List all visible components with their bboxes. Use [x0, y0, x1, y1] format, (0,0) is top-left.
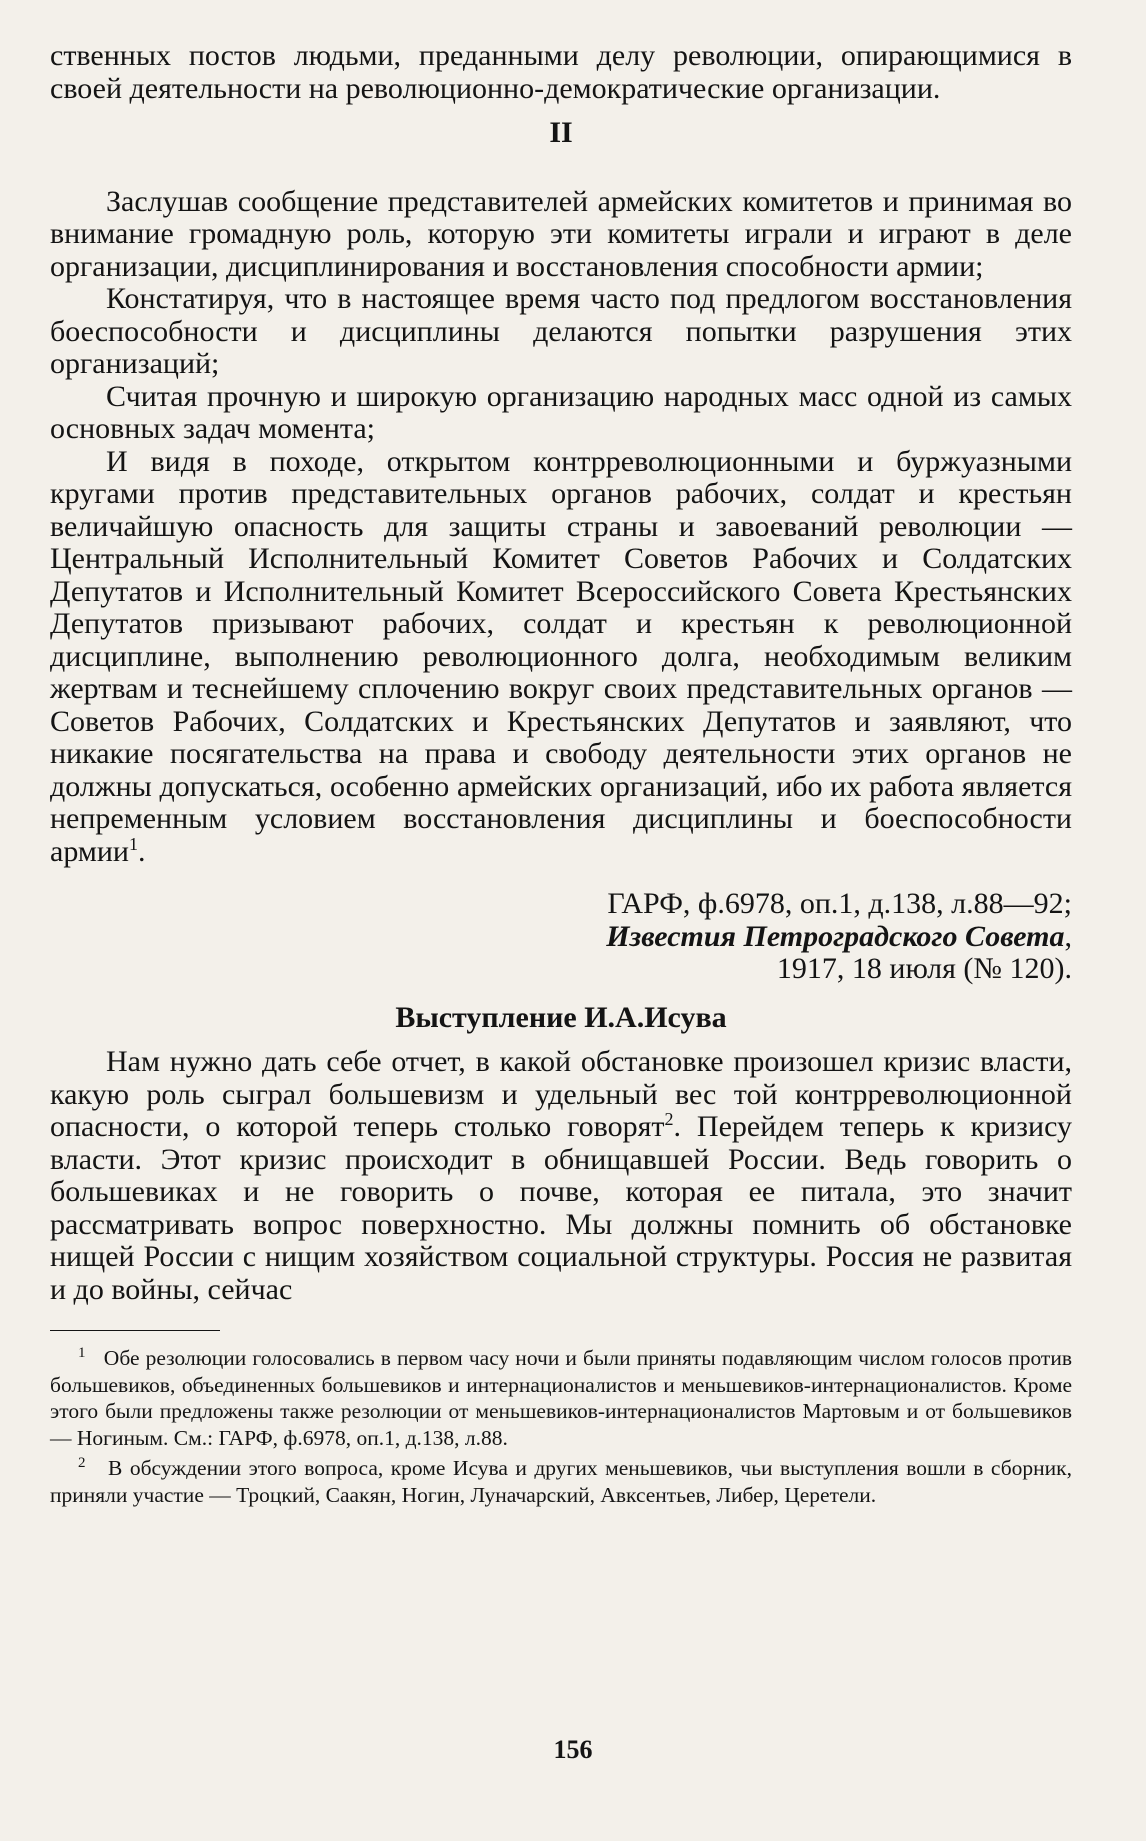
footnote-2-marker: 2: [78, 1454, 86, 1471]
footnote-1-marker: 1: [78, 1344, 86, 1361]
resolution-paragraph-4-text: И видя в походе, открытом контрреволюционными и буржуазными кругами против представительных органов рабочих, солдат и крестьян величайшую опасность для защиты страны и завоеваний революции — Центральный Исполнительный Комитет Советов Рабочих и Солдатских Депутатов и Исполнительный Комитет Всероссийского Совета Крестьянских Депутатов призывают рабочих, солдат и крестьян к революционной дисциплине, выполнению революционного долга, необходимым великим жертвам и теснейшему сплочению вокруг своих представительных органов — Советов Рабочих, Солдатских и Крестьянских Депутатов и заявляют, что никакие посягательства на права и свободу деятельности этих органов не должны допускаться, особенно армейских организаций, ибо их работа является непременным условием восстановления дисциплины и боеспособности армии: [50, 444, 1072, 868]
source-citation: [50, 888, 1072, 986]
footnote-1-text: Обе резолюции голосовались в первом часу ночи и были приняты подавляющим числом голосов против большевиков, объединенных большевиков и интернационалистов и меньшевиков-интернационалистов. Кроме этого были предложены также резолюции от меньшевиков-интернационалистов Мартовым и от большевиков — Ногиным. См.: ГАРФ, ф.6978, оп.1, д.138, л.88.: [50, 1346, 1072, 1450]
citation-newspaper-suffix: ,: [1064, 919, 1072, 953]
resolution-paragraph-3: Считая прочную и широкую организацию народных масс одной из самых основных задач момента;: [50, 379, 1072, 445]
speech-text-part1: Нам нужно дать себе отчет, в какой обстановке произошел кризис власти, какую роль сыграл большевизм и удельный вес той контрреволюционной опасности, о которой теперь столько говорят: [50, 1045, 1072, 1143]
resolution-paragraph-1: Заслушав сообщение представителей армейских комитетов и принимая во внимание громадную роль, которую эти комитеты играли и играют в деле организации, дисциплинирования и восстановления способности армии;: [50, 184, 1072, 283]
speech-text-part2: . Перейдем теперь к кризису власти. Этот кризис происходит в обнищавшей России. Ведь говорить о большевиках и не говорить о почве, которая ее питала, это значит рассматривать вопрос поверхностно. Мы должны помнить об обстановке нищей России с нищим хозяйством социальной структуры. Россия не развитая и до войны, сейчас: [50, 1110, 1072, 1306]
footnote-2-text: В обсуждении этого вопроса, кроме Исува и других меньшевиков, чьи выступления вошли в сборник, приняли участие — Троцкий, Саакян, Ногин, Луначарский, Авксентьев, Либер, Церетели.: [50, 1456, 1073, 1507]
citation-archive: ГАРФ, ф.6978, оп.1, д.138, л.88—92;: [607, 887, 1072, 920]
footnote-2: [50, 1455, 1072, 1508]
citation-newspaper: Известия Петроградского Совета: [606, 919, 1065, 953]
page-content: [50, 40, 1072, 1508]
resolution-paragraph-4: И видя в походе, открытом контрреволюционными и буржуазными кругами против представительных органов рабочих, солдат и крестьян величайшую опасность для защиты страны и завоеваний революции — Центральный Исполнительный Комитет Советов Рабочих и Солдатских Депутатов и Исполнительный Комитет Всероссийского Совета Крестьянских Депутатов призывают рабочих, солдат и крестьян к революционной дисциплине, выполнению революционного долга, необходимым великим жертвам и теснейшему сплочению вокруг своих представительных органов — Советов Рабочих, Солдатских и Крестьянских Депутатов и заявляют, что никакие посягательства на права и свободу деятельности этих органов не должны допускаться, особенно армейских организаций, ибо их работа является непременным условием восстановления дисциплины и боеспособности армии$^1$.: [50, 444, 1072, 868]
intro-paragraph: ственных постов людьми, преданными делу революции, опирающимися в своей деятельности на революционно-демократические организации.: [50, 39, 1072, 105]
citation-date: 1917, 18 июля (№ 120).: [776, 952, 1072, 985]
section-number: II: [549, 116, 573, 149]
footnote-ref-1[interactable]: 1: [128, 833, 138, 854]
speech-title: Выступление И.А.Исува: [395, 1000, 727, 1034]
page-number: 156: [553, 1735, 593, 1764]
footnote-ref-2[interactable]: 2: [664, 1109, 674, 1129]
footnote-divider: [50, 1330, 220, 1331]
resolution-paragraph-2: Констатируя, что в настоящее время часто под предлогом восстановления боеспособности и дисциплины делаются попытки разрушения этих организаций;: [50, 282, 1072, 380]
speech-paragraph: [50, 1046, 1072, 1306]
footnote-1: [50, 1345, 1072, 1451]
